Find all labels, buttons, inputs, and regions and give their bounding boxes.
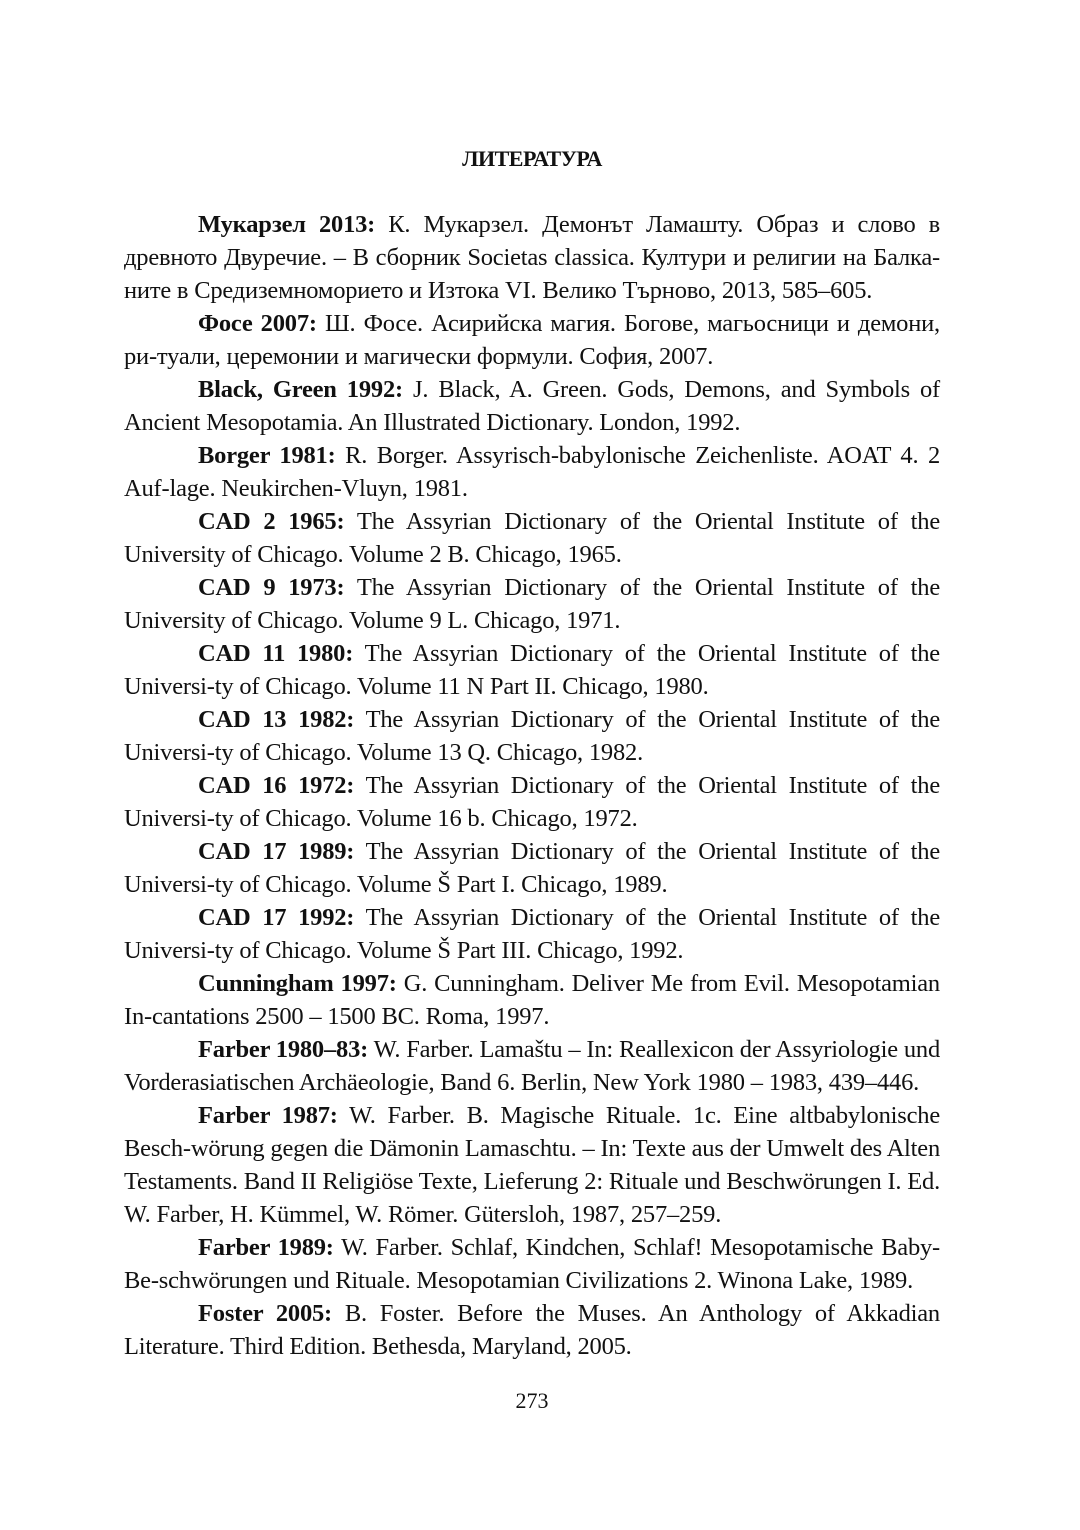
entry-key: Black, Green 1992: [198, 376, 403, 403]
entry-key: Farber 1987: [198, 1102, 338, 1129]
bibliography-entry [124, 505, 940, 571]
entry-text: The Assyrian Dictionary of the Oriental Institute of the University of Chicago. Volume 9 L. Chicago, 1971. [124, 574, 940, 634]
entry-key: Farber 1980–83: [198, 1036, 369, 1063]
bibliography-entry [124, 1297, 940, 1363]
entry-key: CAD 9 1973: [198, 574, 345, 601]
entry-text: The Assyrian Dictionary of the Oriental Institute of the Universi-ty of Chicago. Volume Š Part III. Chicago, 1992. [124, 904, 940, 964]
entry-text: W. Farber. Lamaštu – In: Reallexicon der Assyriologie und Vorderasiatischen Archäeologie, Band 6. Berlin, New York 1980 – 1983, 439–446. [124, 1036, 941, 1096]
entry-text: R. Borger. Assyrisch-babylonische Zeichenliste. AOAT 4. 2 Auf-lage. Neukirchen-Vluyn, 1981. [124, 442, 940, 502]
bibliography-entry [124, 637, 940, 703]
entry-key: CAD 17 1992: [198, 904, 355, 931]
entry-key: Farber 1989: [198, 1234, 334, 1261]
entry-text: W. Farber. B. Magische Rituale. 1c. Eine altbabylonische Besch-wörung gegen die Dämonin Lamaschtu. – In: Texte aus der Umwelt des Alten Testaments. Band II Religiöse Texte, Lieferung 2: Rituale und Beschwörungen I. Ed. W. Farber, H. Kümmel, W. Römer. Gütersloh, 1987, 257–259. [124, 1102, 940, 1228]
entry-key: Foster 2005: [198, 1300, 332, 1327]
entry-text: The Assyrian Dictionary of the Oriental Institute of the Universi-ty of Chicago. Volume 13 Q. Chicago, 1982. [124, 706, 940, 766]
entry-key: CAD 13 1982: [198, 706, 355, 733]
entry-text: W. Farber. Schlaf, Kindchen, Schlaf! Mesopotamische Baby-Be-schwörungen und Rituale. Mesopotamian Civilizations 2. Winona Lake, 1989. [124, 1234, 941, 1294]
entry-text: The Assyrian Dictionary of the Oriental Institute of the Universi-ty of Chicago. Volume 11 N Part II. Chicago, 1980. [124, 640, 940, 700]
entry-text: The Assyrian Dictionary of the Oriental Institute of the Universi-ty of Chicago. Volume 16 b. Chicago, 1972. [124, 772, 940, 832]
entry-key: Cunningham 1997: [198, 970, 397, 997]
entry-text: Ш. Фосе. Асирийска магия. Богове, магьосници и демони, ри-туали, церемонии и магически формули. София, 2007. [124, 310, 940, 370]
bibliography-entry [124, 1231, 940, 1297]
bibliography-entry [124, 835, 940, 901]
bibliography-list [124, 208, 940, 1363]
entry-text: К. Мукарзел. Демонът Ламашту. Образ и слово в древното Двуречие. – В сборник Societas classica. Култури и религии на Балка-ните в Средиземноморието и Изтока VI. Велико Търново, 2013, 585–605. [124, 211, 941, 304]
bibliography-entry [124, 901, 940, 967]
entry-text: G. Cunningham. Deliver Me from Evil. Mesopotamian In-cantations 2500 – 1500 BC. Roma, 1997. [124, 970, 940, 1030]
entry-key: Фосе 2007: [198, 310, 317, 337]
page-number: 273 [515, 1388, 549, 1413]
bibliography-entry [124, 373, 940, 439]
bibliography-entry [124, 769, 940, 835]
bibliography-entry [124, 1099, 940, 1231]
bibliography-entry [124, 967, 940, 1033]
bibliography-entry [124, 703, 940, 769]
bibliography-entry [124, 439, 940, 505]
entry-key: CAD 16 1972: [198, 772, 355, 799]
entry-key: Мукарзел 2013: [198, 211, 376, 238]
page-title: ЛИТЕРАТУРА [462, 146, 602, 171]
bibliography-entry [124, 307, 940, 373]
entry-text: J. Black, A. Green. Gods, Demons, and Symbols of Ancient Mesopotamia. An Illustrated Dictionary. London, 1992. [124, 376, 940, 436]
entry-key: CAD 17 1989: [198, 838, 355, 865]
bibliography-entry [124, 571, 940, 637]
entry-key: Borger 1981: [198, 442, 336, 469]
entry-key: CAD 11 1980: [198, 640, 354, 667]
entry-text: The Assyrian Dictionary of the Oriental Institute of the Universi-ty of Chicago. Volume Š Part I. Chicago, 1989. [124, 838, 940, 898]
bibliography-entry [124, 208, 940, 307]
entry-text: The Assyrian Dictionary of the Oriental Institute of the University of Chicago. Volume 2 B. Chicago, 1965. [124, 508, 940, 568]
entry-text: B. Foster. Before the Muses. An Anthology of Akkadian Literature. Third Edition. Bethesda, Maryland, 2005. [124, 1300, 940, 1360]
bibliography-entry [124, 1033, 940, 1099]
entry-key: CAD 2 1965: [198, 508, 345, 535]
page [124, 0, 940, 1530]
